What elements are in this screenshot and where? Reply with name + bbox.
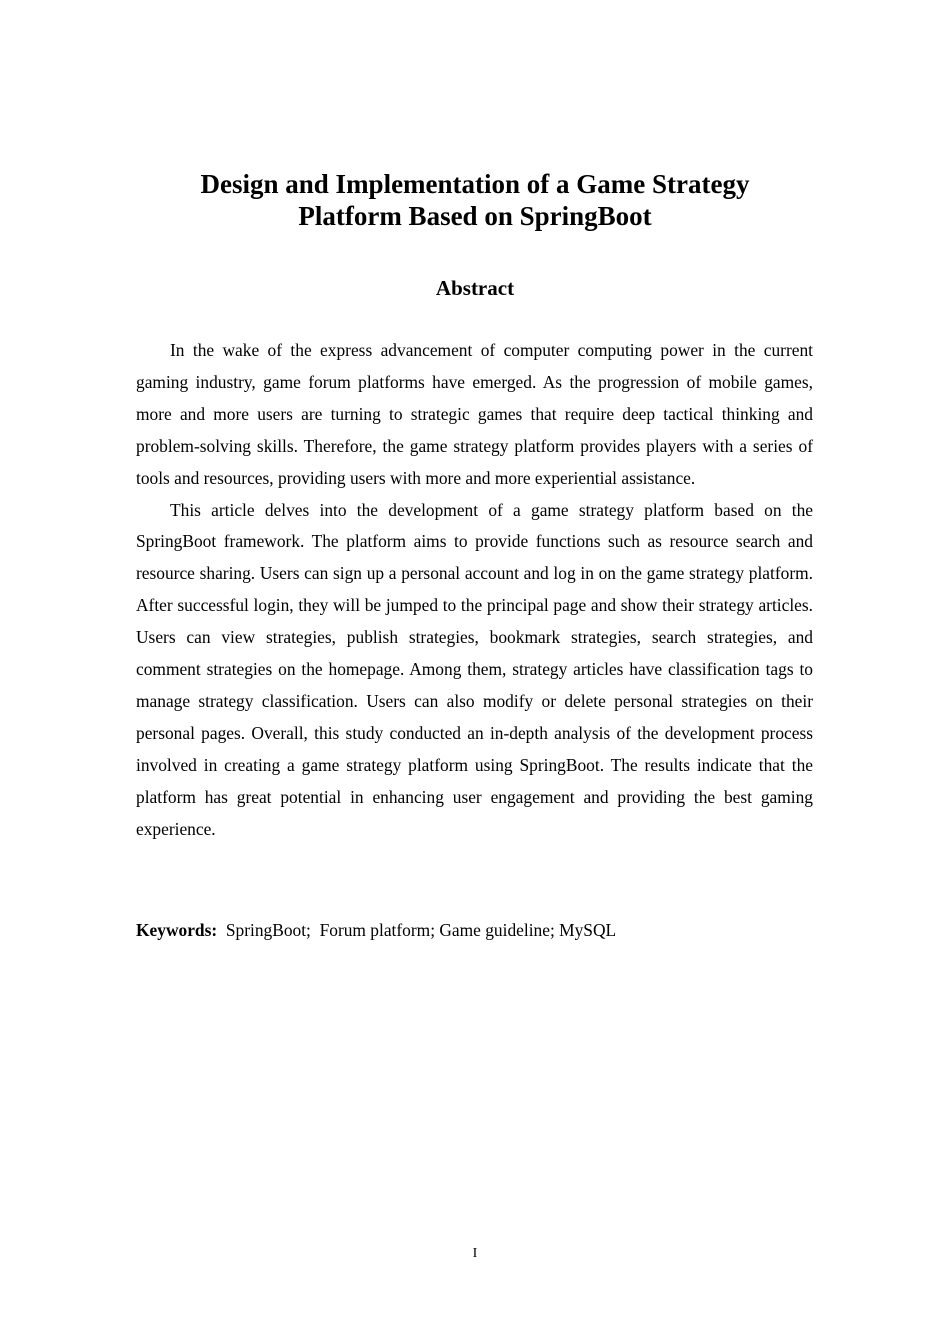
title-line-1: Design and Implementation of a Game Strategy [200, 169, 750, 199]
abstract-heading: Abstract [435, 276, 515, 300]
page-number: I [472, 1246, 478, 1261]
abstract-paragraph-2: This article delves into the development of a game strategy platform based on the SpringBoot framework. The platform aims to provide functions such as resource search and resource sharing. Users can sign up a personal account and log in on the game strategy platform. After successful login, they will be jumped to the principal page and show their strategy articles. Users can view strategies, publish strategies, bookmark strategies, search strategies, and comment strategies on the homepage. Among them, strategy articles have classification tags to manage strategy classification. Users can also modify or delete personal strategies on their personal pages. Overall, this study conducted an in-depth analysis of the development process involved in creating a game strategy platform using SpringBoot. The results indicate that the platform has great potential in enhancing user engagement and providing the best gaming experience. [136, 499, 813, 839]
keywords-label: Keywords: [136, 920, 218, 940]
title-line-2: Platform Based on SpringBoot [298, 201, 652, 231]
abstract-body [136, 335, 813, 846]
paper-title [0, 168, 950, 232]
abstract-paragraph-1: In the wake of the express advancement of computer computing power in the current gaming industry, game forum platforms have emerged. As the progression of mobile games, more and more users are turning to strategic games that require deep tactical thinking and problem-solving skills. Therefore, the game strategy platform provides players with a series of tools and resources, providing users with more and more experiential assistance. [136, 340, 813, 488]
keywords-list: SpringBoot; Forum platform; Game guideline; MySQL [217, 920, 617, 940]
keywords-line [136, 915, 813, 945]
